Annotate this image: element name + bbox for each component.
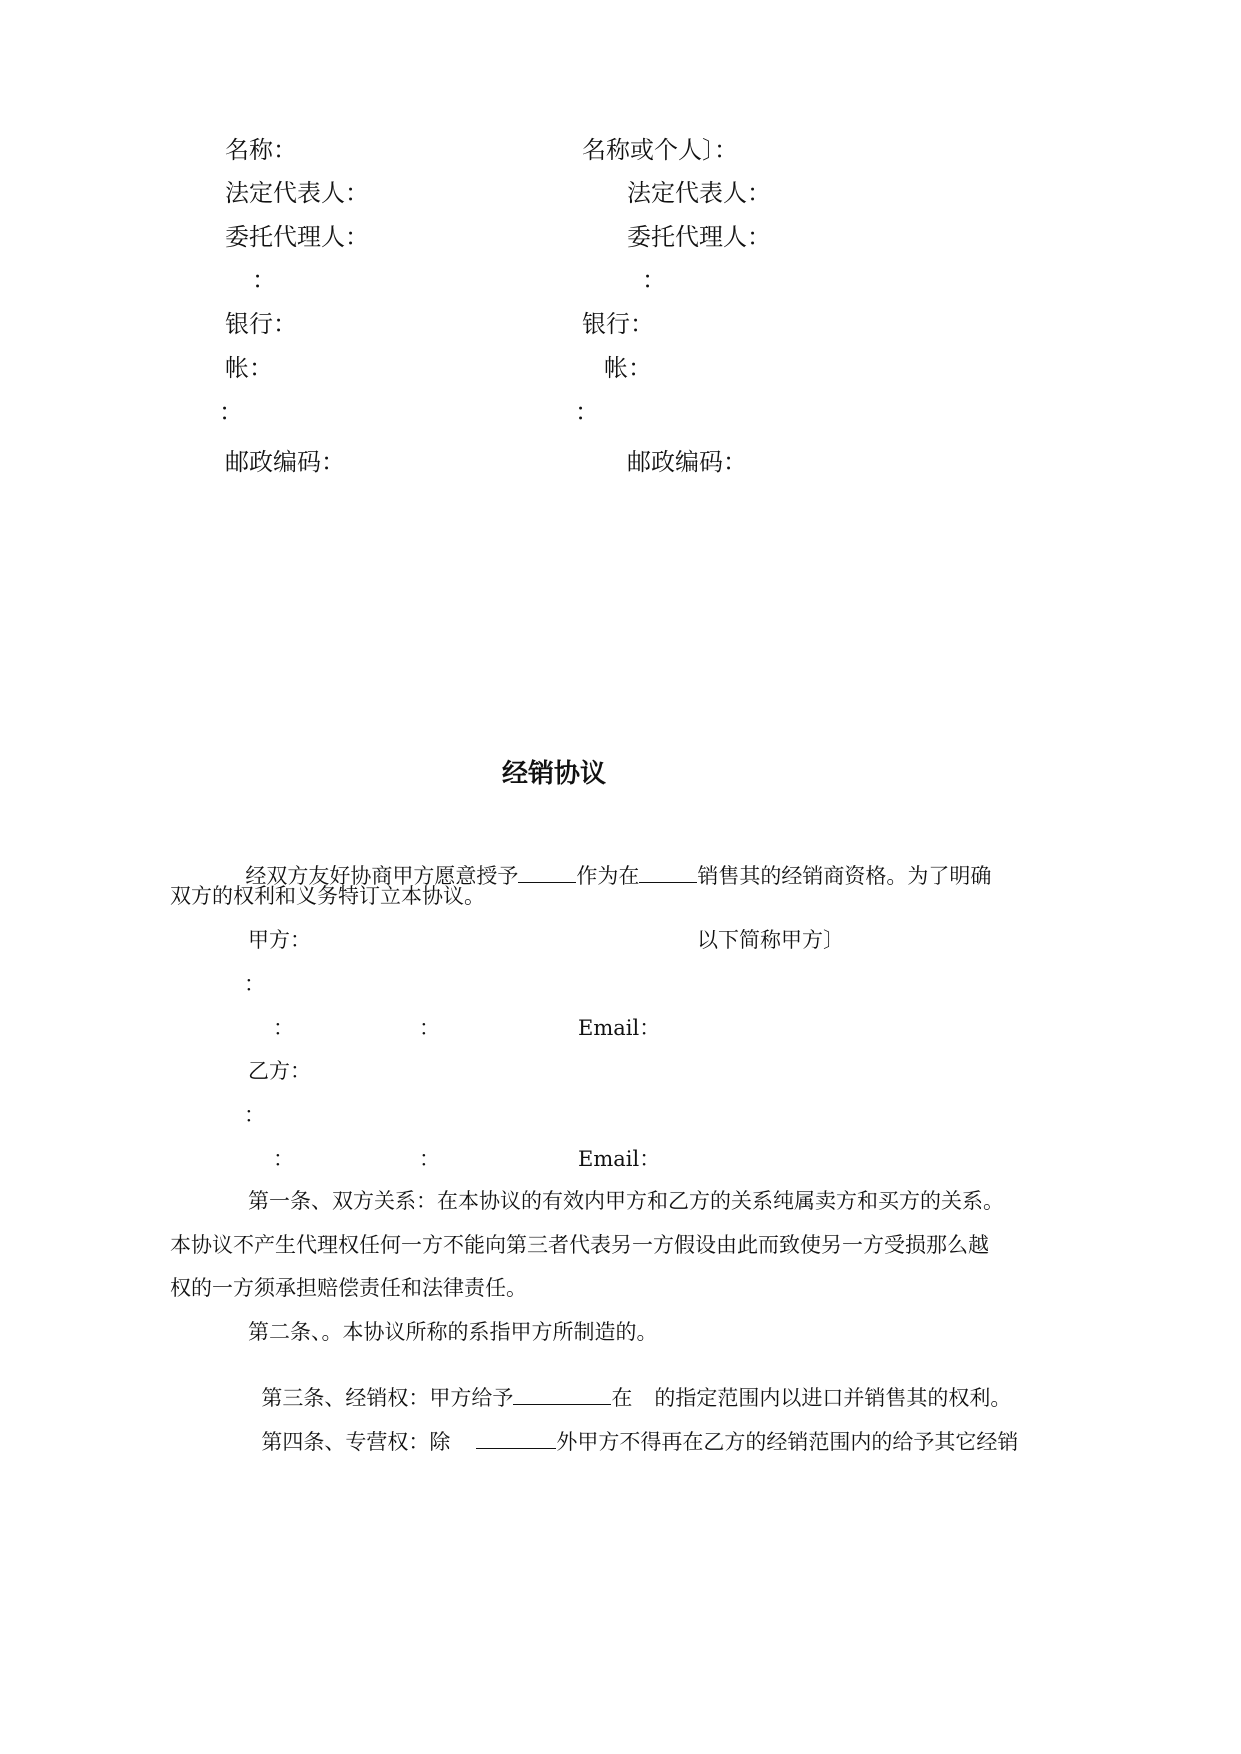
right-bank-label: 银行： (582, 310, 654, 338)
left-account-label: 帐： (225, 354, 273, 382)
article-1-line-2: 本协议不产生代理权任何一方不能向第三者代表另一方假设由此而致使另一方受损那么越 (170, 1233, 989, 1257)
article-3-text-2: 在 (611, 1386, 633, 1410)
right-agent-label: 委托代理人： (627, 223, 771, 251)
party-a-email-label: Email： (578, 1016, 661, 1040)
intro-text-3: 销售其的经销商资格。为了明确 (697, 864, 992, 888)
left-agent-label: 委托代理人： (225, 223, 369, 251)
party-b-contact-colon-1: ： (273, 1147, 294, 1171)
party-b-colon-field: ： (244, 1103, 265, 1127)
right-name-label: 名称或个人〕： (582, 136, 738, 164)
party-b-email-label: Email： (578, 1147, 661, 1171)
article-4-text-1: 第四条、专营权：除 (261, 1430, 451, 1454)
right-colon-field-2: ： (575, 398, 599, 426)
article-1-line-3: 权的一方须承担赔偿责任和法律责任。 (170, 1276, 527, 1300)
article-3 (248, 1365, 1011, 1409)
article-1-line-1: 第一条、双方关系：在本协议的有效内甲方和乙方的关系纯属卖方和买方的关系。 (248, 1189, 1004, 1213)
article-3-text-3: 的指定范围内以进口并销售其的权利。 (654, 1386, 1012, 1410)
right-legal-rep-label: 法定代表人： (627, 179, 771, 207)
intro-text-2: 作为在 (576, 864, 640, 888)
article-2: 第二条、。本协议所称的系指甲方所制造的。 (248, 1320, 658, 1344)
left-colon-field-1: ： (252, 266, 276, 294)
party-b-contact-colon-2: ： (419, 1147, 440, 1171)
intro-text-1: 经双方友好协商甲方愿意授予 (245, 864, 519, 888)
distributor-blank[interactable] (513, 1386, 611, 1405)
intro-line-1 (232, 843, 991, 887)
left-colon-field-2: ： (219, 398, 243, 426)
party-a-label: 甲方： (248, 928, 311, 952)
right-postal-label: 邮政编码： (627, 448, 747, 476)
exclusive-blank[interactable] (476, 1430, 556, 1449)
intro-line-2: 双方的权利和义务特订立本协议。 (170, 884, 485, 908)
party-a-contact-colon-1: ： (273, 1016, 294, 1040)
grantee-blank[interactable] (518, 864, 576, 883)
party-a-colon-field: ： (244, 972, 265, 996)
article-4-text-2: 外甲方不得再在乙方的经销范围内的给予其它经销 (556, 1430, 1019, 1454)
party-a-contact-colon-2: ： (419, 1016, 440, 1040)
right-colon-field-1: ： (642, 266, 666, 294)
article-4 (248, 1409, 1018, 1453)
agreement-title: 经销协议 (502, 759, 607, 789)
right-account-label: 帐： (604, 354, 652, 382)
party-a-alias: 以下简称甲方〕 (697, 928, 844, 952)
left-bank-label: 银行： (225, 310, 297, 338)
left-postal-label: 邮政编码： (225, 448, 345, 476)
territory-blank[interactable] (639, 864, 697, 883)
left-legal-rep-label: 法定代表人： (225, 179, 369, 207)
article-3-text-1: 第三条、经销权：甲方给予 (261, 1386, 514, 1410)
party-b-label: 乙方： (248, 1059, 311, 1083)
left-name-label: 名称： (225, 136, 297, 164)
